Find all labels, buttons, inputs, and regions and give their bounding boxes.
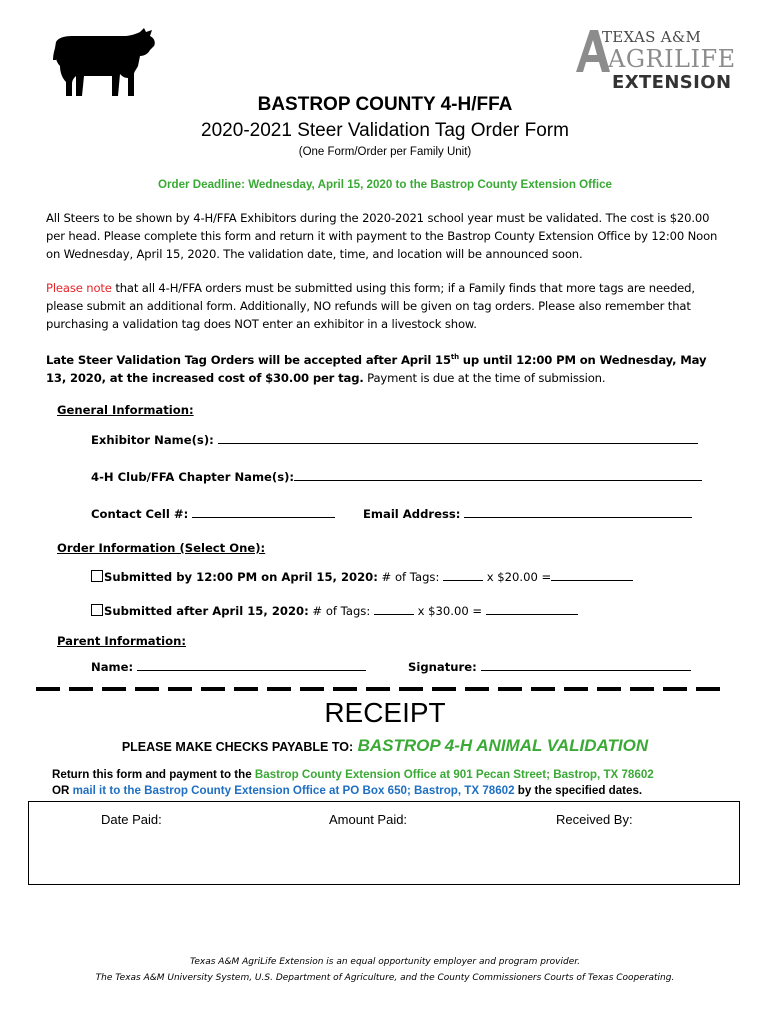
contact-cell-field[interactable] (192, 506, 335, 518)
order-option-1-price: x $20.00 = (483, 570, 552, 584)
amount-paid-label: Amount Paid: (329, 812, 408, 827)
order-option-2-checkbox[interactable] (91, 604, 103, 616)
order-option-1-tags-field[interactable] (443, 569, 483, 581)
page-title: BASTROP COUNTY 4-H/FFA (257, 94, 513, 115)
parent-name-label: Name: (91, 660, 134, 674)
cut-line-divider (36, 687, 720, 691)
late-orders-rest: Payment is due at the time of submission. (363, 370, 606, 385)
date-paid-label: Date Paid: (101, 812, 162, 827)
order-option-2-tags-label: # of Tags: (308, 604, 374, 618)
return-lead: Return this form and payment to the (52, 768, 255, 781)
email-row (363, 506, 692, 521)
payable-row (0, 736, 770, 756)
exhibitor-name-label: Exhibitor Name(s): (91, 433, 214, 447)
return-place: Bastrop County Extension Office at 901 Pecan Street; Bastrop, TX 78602 (254, 768, 654, 781)
exhibitor-name-row (91, 432, 698, 447)
club-name-field[interactable] (294, 469, 702, 481)
club-name-label: 4-H Club/FFA Chapter Name(s): (91, 470, 295, 484)
note-paragraph (46, 279, 726, 333)
intro-paragraph: All Steers to be shown by 4-H/FFA Exhibitors during the 2020-2021 school year must be validated. The cost is $20.00 per head. Please complete this form and return it with payment to the Bastrop County Extension Office by 12:00 Noon on Wednesday, April 15, 2020. The validation date, time, and location will be announced soon. (46, 211, 718, 261)
email-field[interactable] (464, 506, 692, 518)
late-orders-bold-a: Late Steer Validation Tag Orders will be accepted after April 15 (46, 352, 451, 367)
page-subtitle: 2020-2021 Steer Validation Tag Order Form (201, 120, 569, 141)
receipt-title: RECEIPT (324, 697, 446, 728)
or-lead: OR (52, 784, 73, 797)
contact-cell-label: Contact Cell #: (91, 507, 189, 521)
parent-info-heading: Parent Information: (57, 634, 186, 648)
logo-line2: AGRILIFE (608, 45, 736, 73)
payable-to: BASTROP 4-H ANIMAL VALIDATION (357, 736, 649, 755)
logo-line1: TEXAS A&M (602, 28, 702, 46)
order-option-1-checkbox[interactable] (91, 570, 103, 582)
mail-place: mail it to the Bastrop County Extension Office at PO Box 650; Bastrop, TX 78602 (72, 784, 515, 797)
late-orders-bold-b: up until 12:00 PM on Wednesday, May 13, 2020, at the increased cost of $30.00 per tag. (46, 352, 707, 385)
signature-field[interactable] (481, 659, 691, 671)
or-tail: by the specified dates. (514, 784, 643, 797)
agrilife-logo (572, 26, 742, 96)
signature-label: Signature: (408, 660, 477, 674)
payable-label: PLEASE MAKE CHECKS PAYABLE TO: (121, 740, 354, 754)
parent-name-row (91, 659, 366, 674)
footer-line2: The Texas A&M University System, U.S. Department of Agriculture, and the County Commissioners Courts of Texas Cooperating. (95, 973, 675, 983)
order-option-1-total-field[interactable] (551, 569, 633, 581)
order-option-2 (91, 603, 578, 618)
order-info-heading: Order Information (Select One): (57, 541, 266, 555)
received-by-label: Received By: (556, 812, 633, 827)
family-note: (One Form/Order per Family Unit) (298, 146, 472, 158)
parent-name-field[interactable] (137, 659, 366, 671)
contact-cell-row (91, 506, 335, 521)
note-text: that all 4-H/FFA orders must be submitted using this form; if a Family finds that more tags are needed, please submit an additional form. Additionally, NO refunds will be given on tag orders. Please also remember that purchasing a validation tag does NOT enter an exhibitor in a livestock show. (46, 281, 695, 331)
order-option-2-tags-field[interactable] (374, 603, 414, 615)
email-label: Email Address: (363, 507, 461, 521)
order-deadline: Order Deadline: Wednesday, April 15, 2020 to the Bastrop County Extension Office (158, 178, 612, 191)
signature-row (408, 659, 691, 674)
receipt-box (28, 801, 740, 885)
order-option-1-tags-label: # of Tags: (377, 570, 444, 584)
exhibitor-name-field[interactable] (218, 432, 698, 444)
order-option-2-total-field[interactable] (486, 603, 578, 615)
please-note-label: Please note (46, 281, 112, 295)
footer-line1: Texas A&M AgriLife Extension is an equal opportunity employer and program provider. (189, 957, 580, 967)
late-orders-sup: th (450, 353, 459, 361)
logo-line3: EXTENSION (612, 72, 732, 93)
club-name-row (91, 469, 702, 484)
order-option-2-price: x $30.00 = (413, 604, 486, 618)
order-option-1 (91, 569, 633, 584)
order-option-1-label: Submitted by 12:00 PM on April 15, 2020: (104, 570, 378, 584)
general-info-heading: General Information: (57, 403, 194, 417)
mail-line (52, 784, 642, 797)
steer-icon (50, 26, 160, 102)
late-orders-paragraph (46, 348, 726, 387)
order-option-2-label: Submitted after April 15, 2020: (104, 604, 309, 618)
return-line (52, 768, 654, 781)
